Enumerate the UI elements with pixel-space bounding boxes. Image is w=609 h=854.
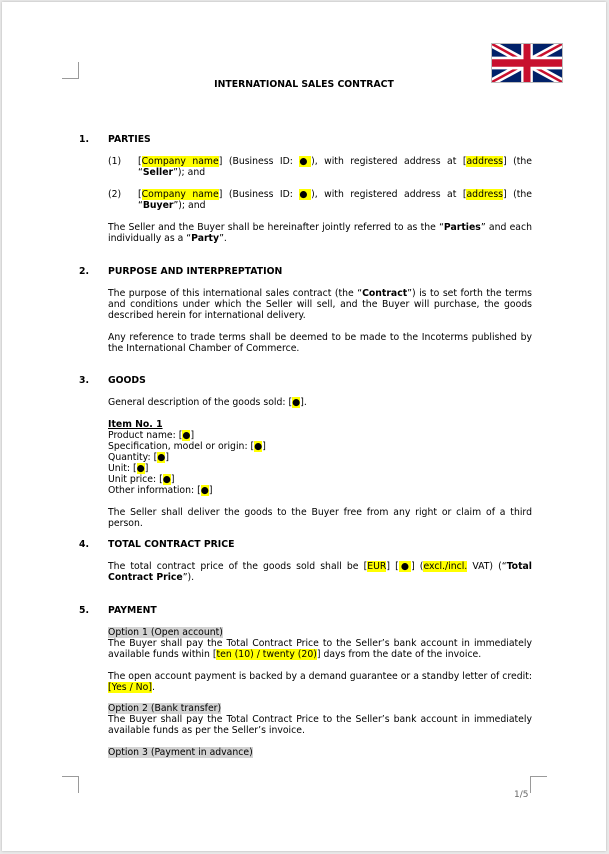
document-title: INTERNATIONAL SALES CONTRACT bbox=[214, 79, 394, 90]
open-account-guarantee: The open account payment is backed by a demand guarantee or a standby letter of credit: [Yes / No]. bbox=[108, 671, 532, 693]
payment-option-3 bbox=[108, 747, 253, 758]
crop-mark-top-left bbox=[62, 62, 79, 79]
payment-option-2: Option 2 (Bank transfer) The Buyer shall pay the Total Contract Price to the Seller’s bank account in immediately available funds as per the Seller’s invoice. bbox=[108, 703, 532, 736]
option-1-label: Option 1 (Open account) bbox=[108, 627, 223, 638]
section-4-number: 4. bbox=[79, 539, 90, 550]
payment-option-1: Option 1 (Open account) The Buyer shall pay the Total Contract Price to the Seller’s bank account in immediately available funds within [ten (10) / twenty (20)] days from the date of the invoice. bbox=[108, 627, 532, 660]
section-2-heading: PURPOSE AND INTERPREPTATION bbox=[108, 266, 283, 277]
crop-mark-bottom-left bbox=[62, 776, 79, 793]
address-placeholder: address bbox=[466, 156, 504, 167]
item-row-other-information: Other information: [●] bbox=[108, 485, 213, 496]
page-number: 1/5 bbox=[514, 790, 529, 800]
item-block bbox=[108, 419, 266, 496]
business-id-placeholder: ● bbox=[299, 189, 312, 200]
business-id-placeholder: ● bbox=[299, 156, 312, 167]
address-placeholder: address bbox=[466, 189, 504, 200]
days-placeholder: ten (10) / twenty (20) bbox=[216, 649, 317, 660]
section-5-heading: PAYMENT bbox=[108, 605, 157, 616]
section-3-heading: GOODS bbox=[108, 375, 146, 386]
section-3-number: 3. bbox=[79, 375, 90, 386]
item-row-specification: Specification, model or origin: [●] bbox=[108, 441, 266, 452]
uk-flag-icon bbox=[491, 43, 563, 83]
company-name-placeholder: Company name bbox=[141, 189, 219, 200]
crop-mark-bottom-right bbox=[530, 776, 547, 793]
item-row-quantity: Quantity: [●] bbox=[108, 452, 169, 463]
option-2-label: Option 2 (Bank transfer) bbox=[108, 703, 222, 714]
option-3-label: Option 3 (Payment in advance) bbox=[108, 747, 253, 758]
section-4-heading: TOTAL CONTRACT PRICE bbox=[108, 539, 235, 550]
vat-placeholder: excl./incl. bbox=[423, 561, 468, 572]
section-1-number: 1. bbox=[79, 134, 90, 145]
section-1-heading: PARTIES bbox=[108, 134, 151, 145]
item-row-unit: Unit: [●] bbox=[108, 463, 149, 474]
party-1-number: (1) bbox=[108, 156, 122, 167]
party-2-number: (2) bbox=[108, 189, 122, 200]
goods-description: General description of the goods sold: [●]. bbox=[108, 397, 307, 408]
currency-placeholder: EUR bbox=[367, 561, 387, 572]
contract-price-paragraph: The total contract price of the goods sold shall be [EUR] [●] (excl./incl. VAT) (“Total Contract Price”). bbox=[108, 561, 532, 583]
placeholder-dot: ● bbox=[292, 397, 301, 408]
company-name-placeholder: Company name bbox=[141, 156, 219, 167]
parties-definition: The Seller and the Buyer shall be hereinafter jointly referred to as the “Parties” and each individually as a “Party”. bbox=[108, 222, 533, 244]
item-row-product-name: Product name: [●] bbox=[108, 430, 195, 441]
party-1: (1) [Company name] (Business ID: ●), with registered address at [address] (the “Seller”); and bbox=[108, 156, 532, 178]
amount-placeholder: ● bbox=[398, 561, 412, 572]
yes-no-placeholder: [Yes / No] bbox=[108, 682, 152, 693]
delivery-paragraph: The Seller shall deliver the goods to the Buyer free from any right or claim of a third person. bbox=[108, 507, 532, 529]
section-5-number: 5. bbox=[79, 605, 90, 616]
item-row-unit-price: Unit price: [●] bbox=[108, 474, 175, 485]
section-2-number: 2. bbox=[79, 266, 90, 277]
document-page bbox=[2, 2, 606, 851]
purpose-paragraph: The purpose of this international sales contract (the “Contract”) is to set forth the terms and conditions under which the Seller will sell, and the Buyer will purchase, the goods described herein for international delivery. bbox=[108, 288, 532, 321]
interpretation-paragraph: Any reference to trade terms shall be deemed to be made to the Incoterms published by the International Chamber of Commerce. bbox=[108, 332, 532, 354]
party-2: (2) [Company name] (Business ID: ●), with registered address at [address] (the “Buyer”); and bbox=[108, 189, 532, 211]
item-title: Item No. 1 bbox=[108, 419, 163, 430]
